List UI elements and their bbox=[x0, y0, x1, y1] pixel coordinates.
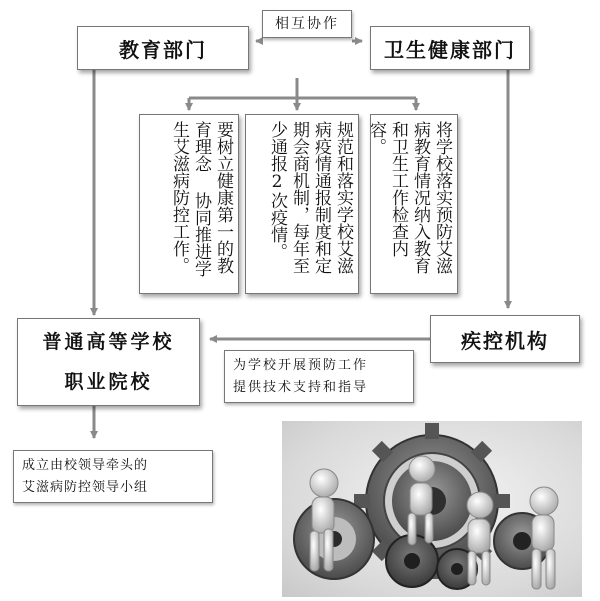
cdc-label: 疾控机构 bbox=[461, 328, 549, 353]
cdc-box bbox=[430, 315, 580, 363]
health-column-text: 将学校落实预防艾滋病教育情况纳入教育和卫生工作检查内容。 bbox=[366, 121, 452, 274]
figure-middle-right bbox=[467, 492, 493, 585]
education-column-text: 要树立健康第一的教育理念 协同推进学生艾滋病防控工作。 bbox=[169, 121, 233, 277]
gear-teamwork-illustration bbox=[282, 421, 582, 597]
support-note-line1: 为学校开展预防工作 bbox=[233, 358, 369, 373]
support-note bbox=[224, 350, 414, 403]
support-note-line2: 提供技术支持和指导 bbox=[233, 380, 369, 395]
school-line1: 普通高等学校 bbox=[42, 331, 175, 353]
group-note-line1: 成立由校领导牵头的 bbox=[22, 458, 149, 473]
education-dept-box bbox=[77, 26, 249, 70]
health-dept-label: 卫生健康部门 bbox=[384, 37, 516, 62]
cooperation-text: 相互协作 bbox=[275, 16, 339, 32]
middle-column-text: 规范和落实学校艾滋病疫情通报制度和定期会商机制，每年至少通报2次疫情。 bbox=[267, 121, 353, 274]
group-note bbox=[13, 450, 213, 503]
figure-right bbox=[530, 487, 558, 589]
middle-column bbox=[245, 114, 359, 294]
school-box bbox=[17, 318, 200, 406]
gears-figures-image bbox=[282, 421, 582, 597]
health-dept-box bbox=[370, 26, 530, 70]
cooperation-label bbox=[262, 10, 352, 38]
group-note-line2: 艾滋病防控领导小组 bbox=[22, 480, 149, 495]
education-column bbox=[139, 114, 239, 294]
health-column bbox=[366, 114, 458, 294]
school-line2: 职业院校 bbox=[64, 371, 153, 393]
education-dept-label: 教育部门 bbox=[119, 37, 207, 62]
